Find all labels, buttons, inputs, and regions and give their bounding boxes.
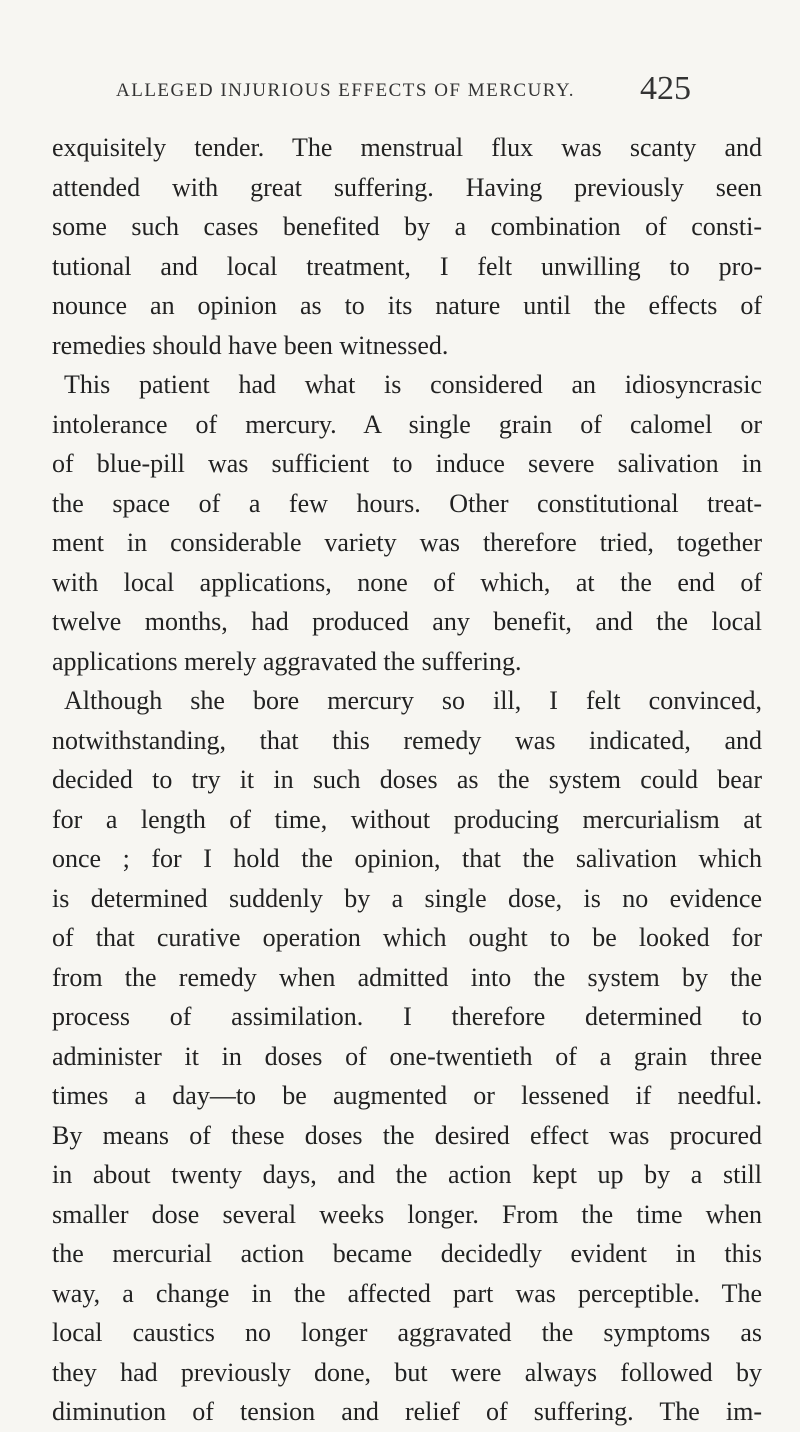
text-line: remedies should have been witnessed. <box>52 330 449 360</box>
text-line: they had previously done, but were always followed by <box>52 1357 762 1387</box>
text-line: from the remedy when admitted into the system by the <box>52 962 762 992</box>
text-line: notwithstanding, that this remedy was indicated, and <box>52 725 762 755</box>
text-line: for a length of time, without producing mercurialism at <box>52 804 762 834</box>
text-line: exquisitely tender. The menstrual flux was scanty and <box>52 133 762 162</box>
text-line: way, a change in the affected part was perceptible. The <box>52 1278 762 1308</box>
text-line: intolerance of mercury. A single grain of calomel or <box>52 409 762 439</box>
text-line: tutional and local treatment, I felt unwilling to pro- <box>52 251 762 281</box>
text-line: the mercurial action became decidedly evident in this <box>52 1239 762 1268</box>
text-line: twelve months, had produced any benefit, and the local <box>52 607 762 636</box>
running-head: ALLEGED INJURIOUS EFFECTS OF MERCURY. <box>116 80 575 101</box>
text-line: attended with great suffering. Having previously seen <box>52 172 762 202</box>
page-number: 425 <box>640 70 691 107</box>
text-line: is determined suddenly by a single dose, is no evidence <box>52 883 762 913</box>
text-line: of that curative operation which ought to be looked for <box>52 923 762 952</box>
body-text <box>52 128 762 1432</box>
text-line: This patient had what is considered an idiosyncrasic <box>64 370 762 399</box>
text-line: smaller dose several weeks longer. From the time when <box>52 1199 762 1229</box>
text-line: nounce an opinion as to its nature until the effects of <box>52 291 762 320</box>
text-line: By means of these doses the desired effect was procured <box>52 1120 762 1150</box>
text-line: applications merely aggravated the suffering. <box>52 646 522 676</box>
text-line: administer it in doses of one-twentieth of a grain three <box>52 1041 762 1071</box>
text-line: times a day—to be augmented or lessened if needful. <box>52 1081 762 1110</box>
text-line: local caustics no longer aggravated the symptoms as <box>52 1318 762 1347</box>
text-line: of blue-pill was sufficient to induce severe salivation in <box>52 449 762 478</box>
text-line: Although she bore mercury so ill, I felt convinced, <box>64 686 762 715</box>
text-line: ment in considerable variety was therefore tried, together <box>52 528 762 557</box>
text-line: diminution of tension and relief of suffering. The im- <box>52 1397 762 1426</box>
text-line: the space of a few hours. Other constitutional treat- <box>52 488 762 518</box>
text-line: in about twenty days, and the action kept up by a still <box>52 1160 762 1189</box>
text-line: with local applications, none of which, at the end of <box>52 567 762 597</box>
text-line: once ; for I hold the opinion, that the salivation which <box>52 844 762 873</box>
text-line: process of assimilation. I therefore determined to <box>52 1002 762 1031</box>
text-line: some such cases benefited by a combination of consti- <box>52 212 762 241</box>
text-line: decided to try it in such doses as the system could bear <box>52 765 762 794</box>
